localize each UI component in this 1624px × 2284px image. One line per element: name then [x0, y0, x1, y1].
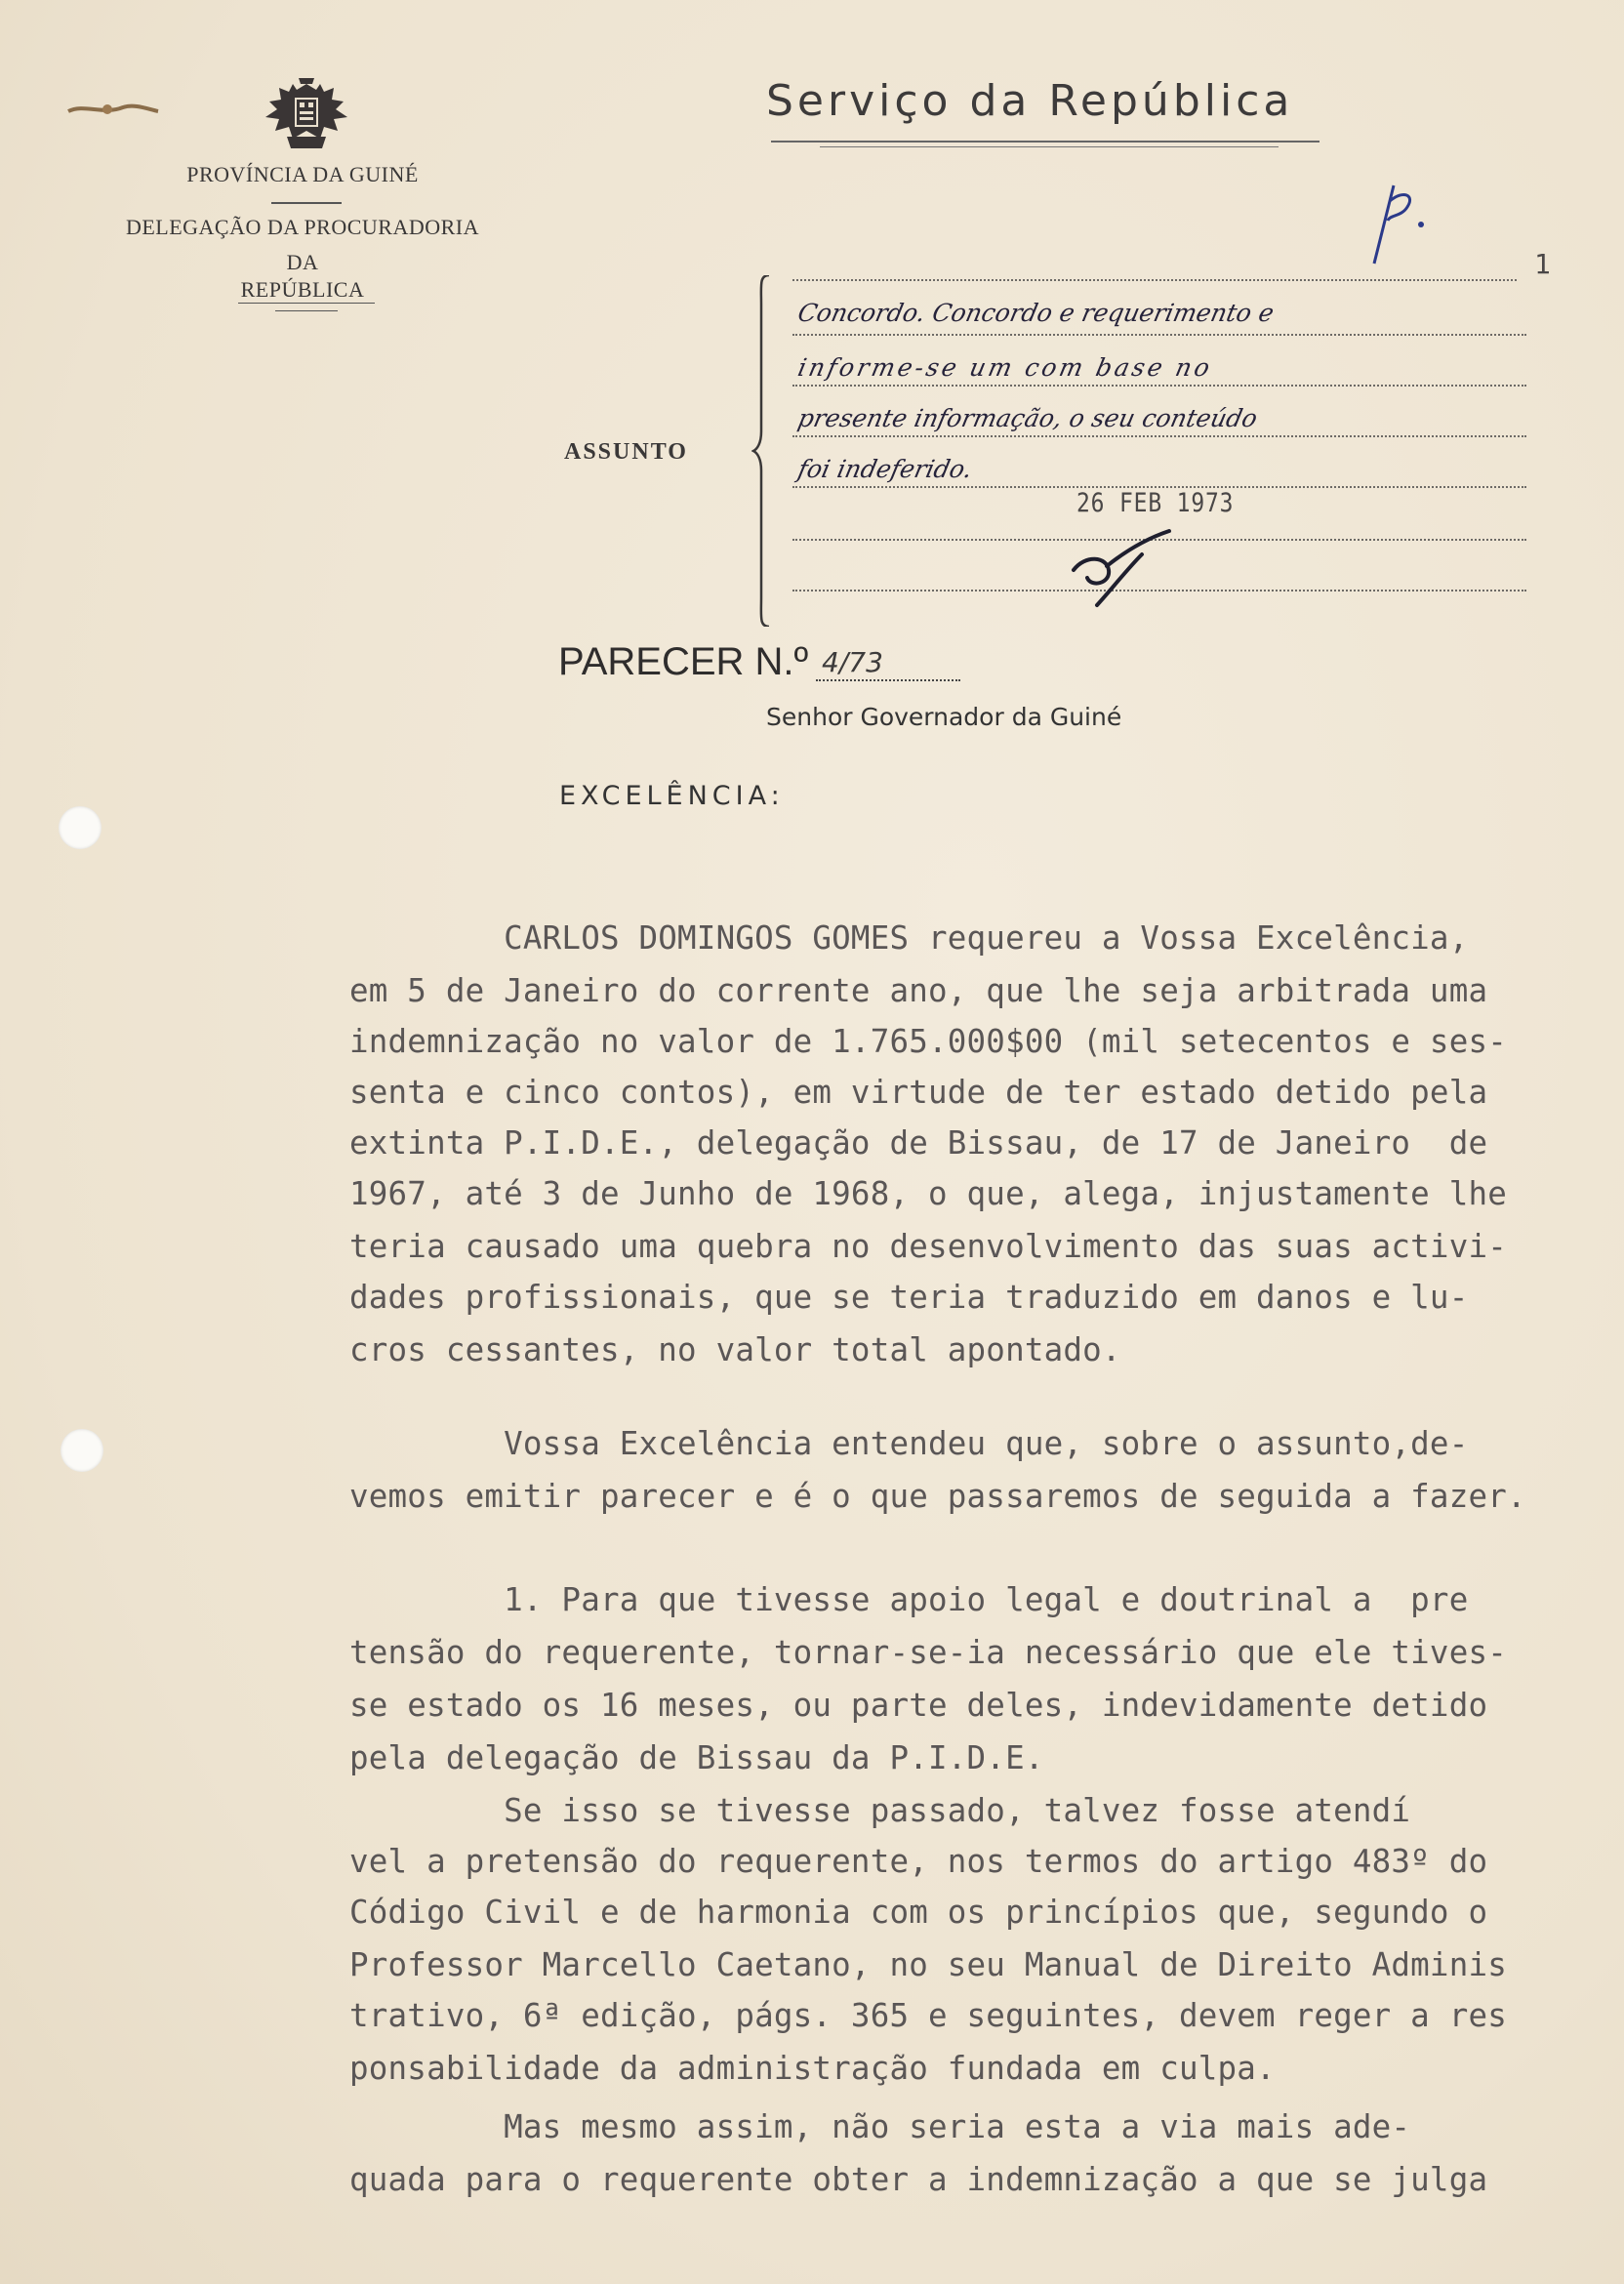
- body-line: teria causado uma quebra no desenvolvimento das suas activi-: [349, 1228, 1507, 1265]
- body-line: ponsabilidade da administração fundada em culpa.: [349, 2050, 1276, 2087]
- body-line: senta e cinco contos), em virtude de ter estado detido pela: [349, 1074, 1488, 1111]
- assunto-label: ASSUNTO: [564, 439, 688, 465]
- handwritten-line-2: informe-se um com base no: [794, 353, 1216, 382]
- punch-hole-bottom: [61, 1429, 103, 1472]
- body-line: indemnização no valor de 1.765.000$00 (mil setecentos e ses-: [349, 1023, 1507, 1060]
- body-line: Professor Marcello Caetano, no seu Manual de Direito Adminis: [349, 1946, 1507, 1983]
- body-line: vemos emitir parecer e é o que passaremos de seguida a fazer.: [349, 1478, 1526, 1515]
- body-line: vel a pretensão do requerente, nos termos do artigo 483º do: [349, 1843, 1488, 1880]
- initial-signature-icon: [1364, 180, 1435, 267]
- body-line: tensão do requerente, tornar-se-ia necessário que ele tives-: [349, 1634, 1507, 1671]
- header-rule-2: [238, 303, 375, 304]
- header-da: DA: [286, 250, 319, 274]
- header-rule-1: [271, 202, 342, 204]
- body-line: 1967, até 3 de Junho de 1968, o que, alega, injustamente lhe: [349, 1175, 1507, 1212]
- header-delegation: DELEGAÇÃO DA PROCURADORIA: [125, 215, 480, 239]
- body-line: Vossa Excelência entendeu que, sobre o assunto,de-: [349, 1425, 1469, 1462]
- body-line: em 5 de Janeiro do corrente ano, que lhe seja arbitrada uma: [349, 972, 1488, 1009]
- page-number: 1: [1534, 248, 1551, 280]
- body-line: trativo, 6ª edição, págs. 365 e seguintes, devem reger a res: [349, 1997, 1507, 2034]
- body-line: extinta P.I.D.E., delegação de Bissau, de 17 de Janeiro de: [349, 1124, 1488, 1162]
- body-line: se estado os 16 meses, ou parte deles, indevidamente detido: [349, 1687, 1488, 1724]
- brace-bracket: [751, 275, 771, 627]
- body-line: Código Civil e de harmonia com os princípios que, segundo o: [349, 1894, 1488, 1931]
- parecer-number-line: [816, 679, 960, 681]
- service-title: Serviço da República: [766, 76, 1294, 126]
- assunto-line-2: [792, 385, 1526, 387]
- body-line: cros cessantes, no valor total apontado.: [349, 1331, 1121, 1368]
- body-line: quada para o requerente obter a indemnização a que se julga: [349, 2161, 1488, 2198]
- header-rule-3: [275, 310, 338, 311]
- assunto-line-1: [792, 334, 1526, 336]
- handwritten-line-4: foi indeferido.: [794, 455, 975, 483]
- date-stamp: 26 FEB 1973: [1076, 488, 1235, 518]
- salutation: EXCELÊNCIA:: [559, 781, 785, 811]
- body-line: 1. Para que tivesse apoio legal e doutrinal a pre: [349, 1581, 1469, 1618]
- paper-clip-icon: [64, 98, 162, 121]
- addressee: Senhor Governador da Guiné: [766, 703, 1122, 731]
- signature-icon: [1068, 527, 1175, 609]
- handwritten-line-1: Concordo. Concordo e requerimento e: [794, 299, 1277, 327]
- service-title-rule-2: [820, 146, 1279, 147]
- coat-of-arms-icon: [260, 74, 353, 156]
- body-line: dades profissionais, que se teria traduzido em danos e lu-: [349, 1279, 1469, 1316]
- handwritten-line-3: presente informação, o seu conteúdo: [794, 404, 1260, 432]
- header-province: PROVÍNCIA DA GUINÉ: [186, 162, 419, 186]
- body-line: Mas mesmo assim, não seria esta a via mais ade-: [349, 2108, 1411, 2145]
- parecer-label: PARECER N.º: [558, 640, 809, 683]
- body-line: Se isso se tivesse passado, talvez fosse atendí: [349, 1792, 1411, 1829]
- body-line: pela delegação de Bissau da P.I.D.E.: [349, 1739, 1044, 1776]
- body-line: CARLOS DOMINGOS GOMES requereu a Vossa Excelência,: [349, 919, 1469, 957]
- header-republic: REPÚBLICA: [240, 277, 365, 302]
- parecer-number: 4/73: [822, 646, 883, 678]
- service-title-rule: [771, 141, 1320, 143]
- assunto-line-0: [792, 279, 1517, 281]
- punch-hole-top: [59, 806, 102, 849]
- assunto-line-3: [792, 435, 1526, 437]
